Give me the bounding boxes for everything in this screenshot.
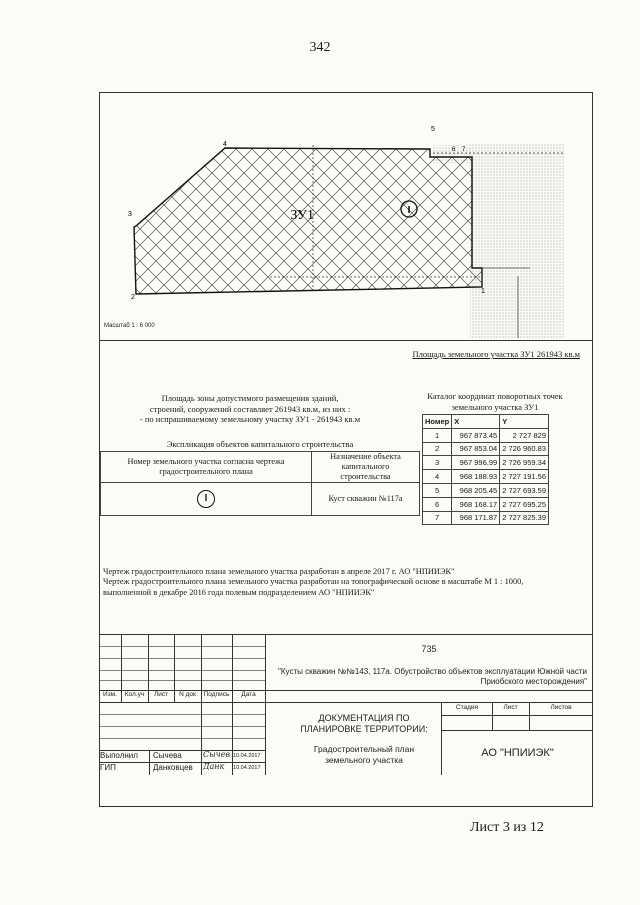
note-line: выполненной в декабре 2016 года полевым подразделением АО "НПИИЭК": [103, 587, 375, 597]
catalog-title-line: земельного участка ЗУ1: [451, 401, 539, 412]
catalog-x: 968 168.17: [452, 497, 500, 511]
stamp-signature: Сычев: [203, 750, 231, 759]
stamp-signature: Данк: [203, 762, 225, 771]
stamp-person: Данковцев: [153, 763, 193, 772]
catalog-x: 967 996.99: [452, 456, 500, 470]
note-line: Чертеж градостроительного плана земельного участка разработан на топографической основе в масштабе М 1 : 1000,: [103, 577, 524, 587]
plan-bottom-border: [99, 340, 593, 341]
stamp-header-cell: N док: [179, 691, 196, 698]
point-label-2: 2: [131, 294, 135, 301]
catalog-title: [395, 391, 595, 412]
point-label-1: 1: [481, 288, 485, 295]
catalog-row: [423, 483, 549, 497]
catalog-number: 1: [423, 428, 452, 442]
scale-label: Масштаб 1 : 6 000: [104, 323, 155, 329]
stamp-line: [99, 680, 265, 681]
area-caption: Площадь земельного участка ЗУ1 261943 кв.м: [412, 349, 580, 359]
catalog-x: 967 873.45: [452, 428, 500, 442]
stamp-line: [99, 738, 265, 739]
stamp-line: [99, 670, 265, 671]
point-label-4: 4: [223, 141, 227, 148]
catalog-title-line: Каталог координат поворотных точек: [427, 391, 563, 401]
stamp-line: [99, 702, 593, 703]
catalog-header-row: [423, 415, 549, 429]
catalog-y: 2 727 695.25: [500, 497, 549, 511]
stamp-person: Сычева: [153, 751, 182, 760]
catalog-y: 2 727 191.56: [500, 470, 549, 484]
catalog-header: Y: [500, 415, 549, 429]
stamp-line: [99, 658, 265, 659]
parcel-label: ЗУ1: [290, 208, 314, 223]
catalog-y: 2 727 825.39: [500, 511, 549, 525]
catalog-x: 968 171.87: [452, 511, 500, 525]
neighbor-area: [470, 143, 565, 338]
zone-line: строений, сооружений составляет 261943 кв.м, из них :: [149, 403, 351, 414]
stamp-code: 735: [421, 644, 437, 654]
notes: [103, 567, 591, 598]
catalog-row: [423, 470, 549, 484]
point-label-5: 5: [431, 126, 435, 133]
stamp-line: [99, 726, 265, 727]
catalog-number: 2: [423, 442, 452, 456]
stamp-role: ГИП: [100, 763, 116, 772]
page-number: 342: [309, 40, 331, 55]
stamp-header-cell: Кол.уч: [124, 691, 145, 698]
stamp-line: [149, 750, 150, 775]
explication-header-row: [101, 452, 420, 483]
object-marker: I: [407, 205, 411, 216]
catalog-y: 2 726 960.83: [500, 442, 549, 456]
catalog-number: 7: [423, 511, 452, 525]
zone-line: - по испрашиваемому земельному участку ЗУ1 - 261943 кв.м: [139, 414, 361, 424]
catalog-y: 2 727 693.59: [500, 483, 549, 497]
catalog-y: 2 727 829: [500, 428, 549, 442]
zone-line: Площадь зоны допустимого размещения зданий,: [161, 393, 339, 403]
sheet-counter: Лист 3 из 12: [470, 820, 544, 835]
explication-row: [101, 483, 420, 516]
stamp-line: [99, 714, 265, 715]
explication-marker-cell: [101, 483, 312, 516]
stamp-line: [99, 646, 265, 647]
catalog-row: [423, 442, 549, 456]
catalog-x: 968 205.45: [452, 483, 500, 497]
stamp-doc-type: ДОКУМЕНТАЦИЯ ПО ПЛАНИРОВКЕ ТЕРРИТОРИИ:: [300, 713, 428, 734]
point-label-6: 6: [452, 147, 456, 153]
catalog-number: 6: [423, 497, 452, 511]
catalog-number: 3: [423, 456, 452, 470]
stamp-header-cell: Подпись: [203, 691, 230, 698]
catalog-number: 5: [423, 483, 452, 497]
stamp-organization: АО "НПИИЭК": [481, 747, 554, 759]
stamp-stage-header: Стадия: [455, 704, 479, 711]
stamp-role: Выполнил: [100, 751, 138, 760]
catalog-row: [423, 511, 549, 525]
stamp-stage-header: Лист: [503, 704, 518, 711]
stamp-header-cell: Изм.: [103, 691, 117, 698]
object-marker-badge: I: [197, 490, 215, 508]
catalog-row: [423, 456, 549, 470]
stamp-header-cell: Дата: [241, 691, 256, 698]
stamp-line: [441, 730, 593, 731]
explication-table: [100, 451, 420, 516]
catalog-header: Номер: [423, 415, 452, 429]
stamp-stage-header: Листов: [550, 704, 572, 711]
zone-text: [115, 393, 385, 425]
stamp-date: 10.04.2017: [233, 765, 261, 771]
stamp-line: [265, 634, 266, 775]
stamp-line: [441, 702, 442, 775]
point-label-3: 3: [128, 211, 132, 218]
catalog-header: X: [452, 415, 500, 429]
site-plan: [100, 93, 592, 339]
catalog-row: [423, 497, 549, 511]
point-label-7: 7: [462, 147, 466, 153]
catalog-number: 4: [423, 470, 452, 484]
catalog-x: 968 188.93: [452, 470, 500, 484]
stamp-doc-name: Градостроительный план земельного участка: [313, 744, 415, 765]
coordinate-catalog: [422, 414, 549, 525]
explication-header: Назначение объекта капитального строительства: [312, 452, 420, 483]
explication-purpose: Куст скважин №117а: [312, 483, 420, 516]
stamp-project: "Кусты скважин №№143, 117а. Обустройство объектов эксплуатации Южной части Приобского месторождения": [278, 667, 587, 686]
catalog-y: 2 726 959.34: [500, 456, 549, 470]
title-block: [99, 634, 593, 775]
stamp-date: 10.04.2017: [233, 753, 261, 759]
stamp-header-cell: Лист: [153, 691, 169, 698]
explication-title: Экспликация объектов капитального строительства: [166, 439, 354, 449]
catalog-x: 967 853.04: [452, 442, 500, 456]
explication-header: Номер земельного участка согласна чертежа градостроительного плана: [101, 452, 312, 483]
note-line: Чертеж градостроительного плана земельного участка разработан в апреле 2017 г. АО "НПИИЭК": [103, 567, 455, 576]
stamp-line: [201, 634, 202, 775]
stamp-line: [441, 715, 593, 716]
catalog-row: [423, 428, 549, 442]
